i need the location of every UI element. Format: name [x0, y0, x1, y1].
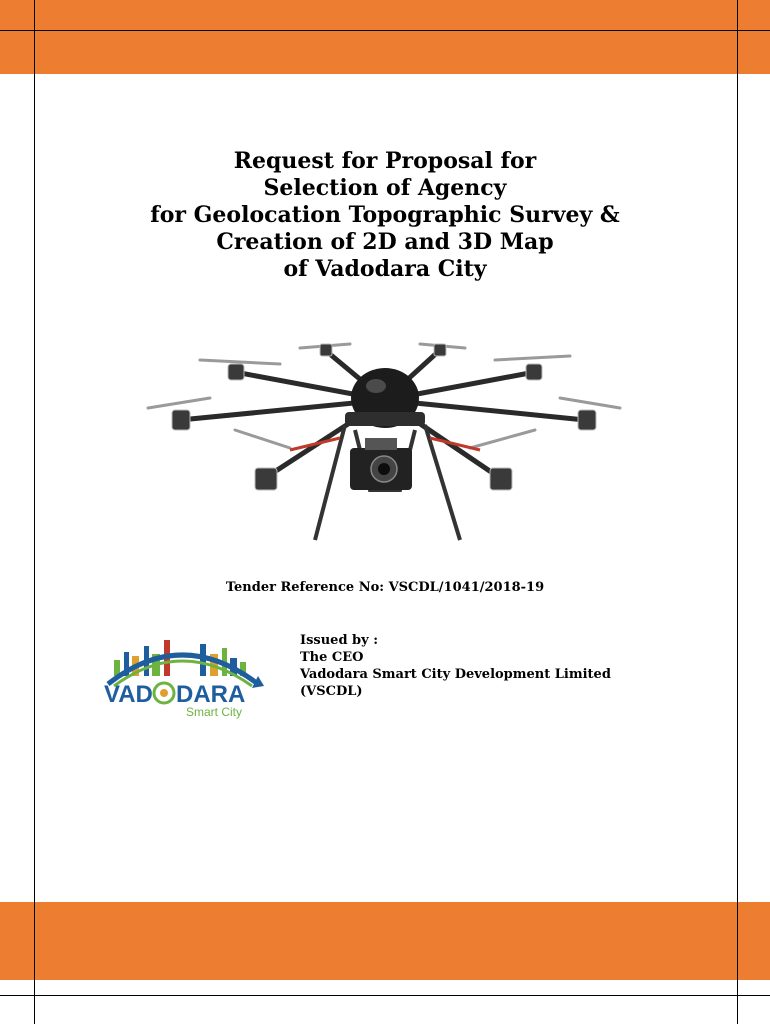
- title-line: Creation of 2D and 3D Map: [216, 229, 554, 255]
- bottom-orange-band: [0, 902, 770, 980]
- document-title: [60, 148, 710, 283]
- drone-image: [140, 330, 630, 555]
- issued-by-block: [300, 632, 700, 700]
- issued-by-label: Issued by :: [300, 633, 379, 648]
- title-line: Selection of Agency: [263, 175, 507, 201]
- title-line: for Geolocation Topographic Survey &: [150, 202, 620, 228]
- logo-tagline: Smart City: [186, 705, 243, 719]
- logo-word-left: VAD: [104, 681, 153, 708]
- issuer-organization: Vadodara Smart City Development Limited: [300, 667, 611, 682]
- vadodara-smart-city-logo: [100, 632, 264, 720]
- title-line: of Vadodara City: [283, 256, 487, 282]
- page-border-bottom: [0, 995, 770, 996]
- logo-word-right: DARA: [176, 681, 246, 708]
- page-border-top: [0, 30, 770, 31]
- issuer-title: The CEO: [300, 650, 364, 665]
- page-border-right: [737, 0, 738, 1024]
- issuer-abbreviation: (VSCDL): [300, 684, 363, 699]
- title-line: Request for Proposal for: [233, 148, 537, 174]
- top-orange-band: [0, 0, 770, 74]
- page-border-left: [34, 0, 35, 1024]
- tender-reference: Tender Reference No: VSCDL/1041/2018-19: [225, 580, 545, 595]
